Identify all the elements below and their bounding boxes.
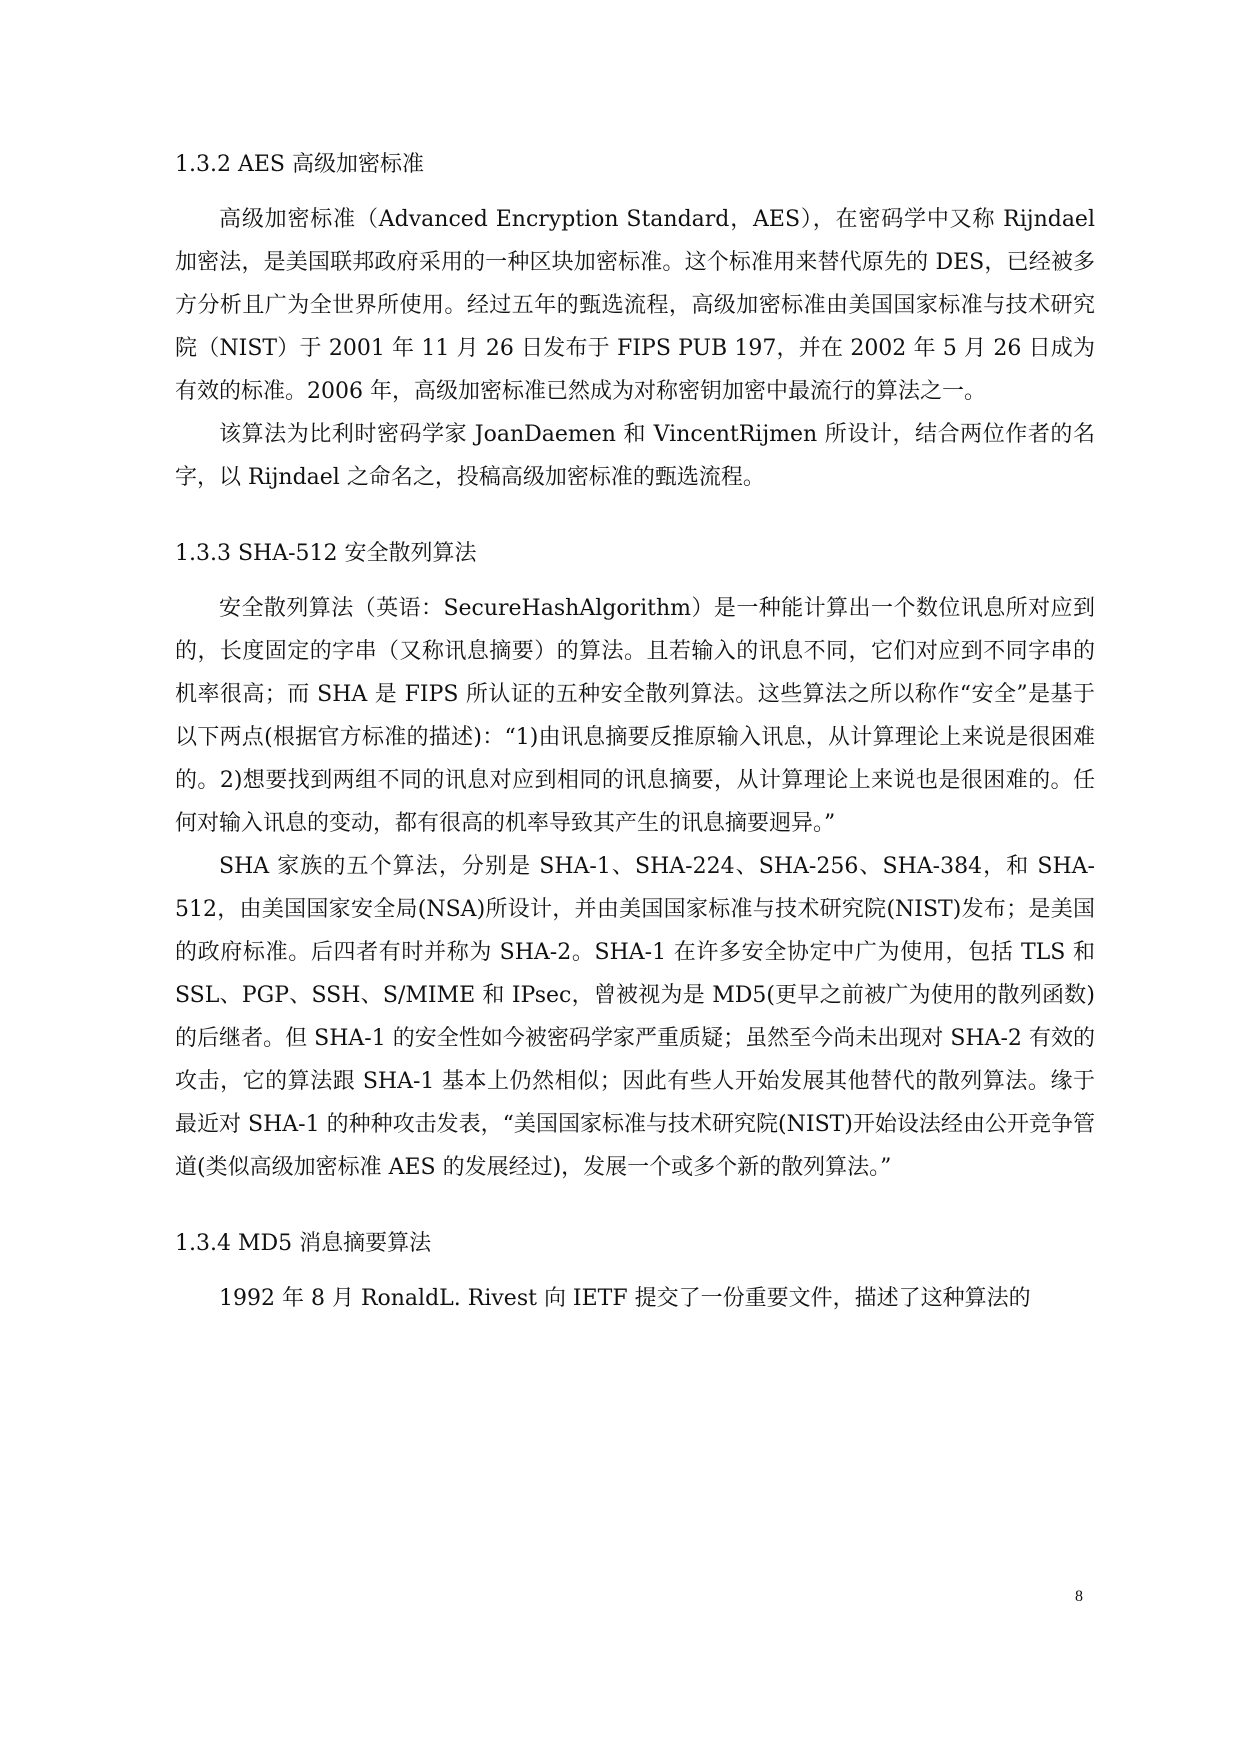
section-sha512 xyxy=(175,539,1095,1189)
paragraph: 1992 年 8 月 RonaldL. Rivest 向 IETF 提交了一份重要文件，描述了这种算法的 xyxy=(219,1286,1031,1311)
page-number: 8 xyxy=(1075,1588,1083,1605)
section-heading: 1.3.2 AES 高级加密标准 xyxy=(175,152,424,177)
paragraph: 安全散列算法（英语：SecureHashAlgorithm）是一种能计算出一个数位讯息所对应到的，长度固定的字串（又称讯息摘要）的算法。且若输入的讯息不同，它们对应到不同字串的机率很高；而 SHA 是 FIPS 所认证的五种安全散列算法。这些算法之所以称作“安全”是基于以下两点(根据官方标准的描述)：“1)由讯息摘要反推原输入讯息，从计算理论上来说是很困难的。2)想要找到两组不同的讯息对应到相同的讯息摘要，从计算理论上来说也是很困难的。任何对输入讯息的变动，都有很高的机率导致其产生的讯息摘要迥异。” xyxy=(175,596,1095,836)
section-heading: 1.3.4 MD5 消息摘要算法 xyxy=(175,1231,432,1256)
document-page xyxy=(175,150,1095,1360)
paragraph: 高级加密标准（Advanced Encryption Standard，AES），在密码学中又称 Rijndael 加密法，是美国联邦政府采用的一种区块加密标准。这个标准用来替代原先的 DES，已经被多方分析且广为全世界所使用。经过五年的甄选流程，高级加密标准由美国国家标准与技术研究院（NIST）于 2001 年 11 月 26 日发布于 FIPS PUB 197，并在 2002 年 5 月 26 日成为有效的标准。2006 年，高级加密标准已然成为对称密钥加密中最流行的算法之一。 xyxy=(175,207,1096,404)
section-md5 xyxy=(175,1229,1095,1320)
section-aes xyxy=(175,150,1095,499)
paragraph: SHA 家族的五个算法，分别是 SHA-1、SHA-224、SHA-256、SHA-384，和 SHA-512，由美国国家安全局(NSA)所设计，并由美国国家标准与技术研究院(NIST)发布；是美国的政府标准。后四者有时并称为 SHA-2。SHA-1 在许多安全协定中广为使用，包括 TLS 和 SSL、PGP、SSH、S/MIME 和 IPsec，曾被视为是 MD5(更早之前被广为使用的散列函数)的后继者。但 SHA-1 的安全性如今被密码学家严重质疑；虽然至今尚未出现对 SHA-2 有效的攻击，它的算法跟 SHA-1 基本上仍然相似；因此有些人开始发展其他替代的散列算法。缘于最近对 SHA-1 的种种攻击发表，“美国国家标准与技术研究院(NIST)开始设法经由公开竞争管道(类似高级加密标准 AES 的发展经过)，发展一个或多个新的散列算法。” xyxy=(175,854,1095,1180)
paragraph: 该算法为比利时密码学家 JoanDaemen 和 VincentRijmen 所设计，结合两位作者的名字，以 Rijndael 之命名之，投稿高级加密标准的甄选流程。 xyxy=(175,422,1095,490)
section-heading: 1.3.3 SHA-512 安全散列算法 xyxy=(175,541,477,566)
